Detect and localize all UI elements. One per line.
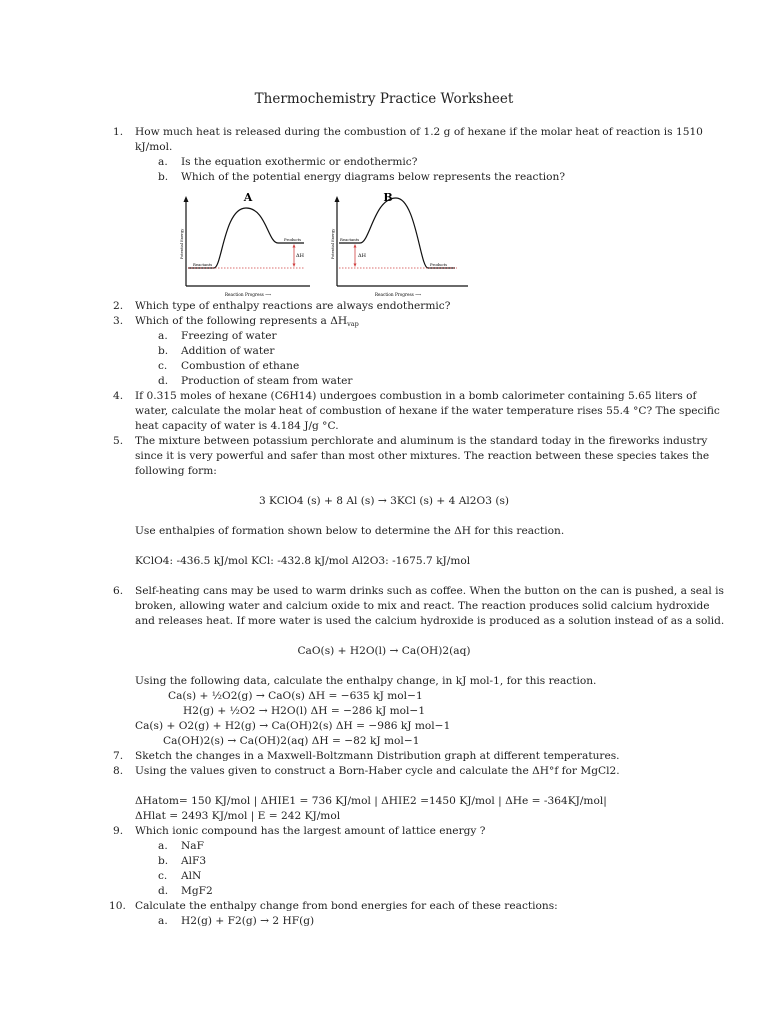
diagram-b-ylabel: Potential Energy: [331, 228, 335, 260]
q10-a-text: H2(g) + F2(g) → 2 HF(g): [181, 915, 315, 927]
q6-eq1: Ca(s) + ½O2(g) → CaO(s) ΔH = −635 kJ mol−1: [168, 690, 423, 702]
diagram-b-curve: [339, 198, 455, 268]
q4-line3: heat capacity of water is 4.184 J/g °C.: [135, 420, 339, 432]
q7-text: Sketch the changes in a Maxwell-Boltzmann Distribution graph at different temperatures.: [135, 750, 620, 762]
q3-text: Which of the following represents a $\Delta H_{vap}$: [135, 315, 359, 328]
diagram-a: [180, 191, 310, 286]
diagram-a-ylabel: Potential Energy: [180, 228, 184, 260]
q6-instruction: Using the following data, calculate the enthalpy change, in kJ mol-1, for this reaction.: [135, 675, 597, 687]
q2-number: 2.: [113, 300, 124, 312]
q5-number: 5.: [113, 435, 124, 447]
q7-number: 7.: [113, 750, 124, 762]
q9-a-label: a.: [158, 840, 168, 852]
diagram-b-label: B: [383, 191, 393, 204]
q1-a-text: Is the equation exothermic or endothermic?: [181, 156, 418, 168]
q4-line1: If 0.315 moles of hexane (C6H14) undergoes combustion in a bomb calorimeter containing 5.65 liters of: [135, 390, 697, 402]
diagram-b-products: Products: [430, 262, 448, 267]
q6-line1: Self-heating cans may be used to warm drinks such as coffee. When the button on the can is pushed, a seal is: [135, 585, 724, 597]
q6-line3: and releases heat. If more water is used the calcium hydroxide is produced as a solution instead of as a solid.: [135, 615, 725, 627]
q9-number: 9.: [113, 825, 124, 837]
q9-text: Which ionic compound has the largest amount of lattice energy ?: [135, 825, 486, 837]
diagram-b-reactants: Reactants: [340, 237, 360, 242]
q3-c-text: Combustion of ethane: [181, 360, 300, 372]
diagram-a-reactants: Reactants: [193, 262, 213, 267]
page-title: Thermochemistry Practice Worksheet: [254, 91, 514, 107]
diagram-a-y-arrow: [184, 196, 189, 202]
q6-number: 6.: [113, 585, 124, 597]
q9-d-label: d.: [158, 885, 169, 897]
q8-text: Using the values given to construct a Born-Haber cycle and calculate the ΔH°f for MgCl2.: [135, 765, 620, 777]
diagram-b: [331, 191, 468, 286]
q3-b-label: b.: [158, 345, 169, 357]
q3-d-text: Production of steam from water: [181, 375, 353, 387]
q9-c-label: c.: [158, 870, 168, 882]
q1-a-label: a.: [158, 156, 168, 168]
q5-instruction: Use enthalpies of formation shown below to determine the ΔH for this reaction.: [135, 525, 565, 537]
q9-b-text: AlF3: [181, 855, 207, 867]
q1-text-cont: kJ/mol.: [135, 141, 173, 153]
q6-line2: broken, allowing water and calcium oxide to mix and react. The reaction produces solid calcium hydroxide: [135, 600, 710, 612]
q3-number: 3.: [113, 315, 124, 327]
q5-line3: following form:: [135, 465, 217, 477]
diagram-a-products: Products: [284, 237, 302, 242]
q1-text: How much heat is released during the combustion of 1.2 g of hexane if the molar heat of reaction is 1510: [135, 126, 703, 138]
q3-d-label: d.: [158, 375, 169, 387]
q1-number: 1.: [113, 126, 124, 138]
q5-line2: since it is very powerful and safer than most other mixtures. The reaction between these species takes the: [135, 450, 710, 462]
q1-b-text: Which of the potential energy diagrams below represents the reaction?: [181, 171, 566, 183]
potential-energy-diagrams: [170, 186, 475, 300]
q10-number: 10.: [109, 900, 126, 912]
q9-d-text: MgF2: [181, 885, 213, 897]
q9-b-label: b.: [158, 855, 169, 867]
q3-a-label: a.: [158, 330, 168, 342]
q3-c-label: c.: [158, 360, 168, 372]
q6-eq4: Ca(OH)2(s) → Ca(OH)2(aq) ΔH = −82 kJ mol−1: [163, 735, 420, 747]
q2-text: Which type of enthalpy reactions are always endothermic?: [135, 300, 451, 312]
q10-a-label: a.: [158, 915, 168, 927]
q4-number: 4.: [113, 390, 124, 402]
q3-b-text: Addition of water: [181, 345, 275, 357]
q5-data: KClO4: -436.5 kJ/mol KCl: -432.8 kJ/mol Al2O3: -1675.7 kJ/mol: [135, 555, 471, 567]
diagram-a-label: A: [243, 191, 253, 204]
diagram-a-xlabel: Reaction Progress ⟶: [224, 292, 272, 297]
q10-text: Calculate the enthalpy change from bond energies for each of these reactions:: [135, 900, 558, 912]
q5-line1: The mixture between potassium perchlorate and aluminum is the standard today in the fireworks industry: [135, 435, 708, 447]
q6-eq2: H2(g) + ½O2 → H2O(l) ΔH = −286 kJ mol−1: [183, 705, 426, 717]
q5-equation: 3 KClO4 (s) + 8 Al (s) → 3KCl (s) + 4 Al2O3 (s): [258, 495, 510, 507]
q8-number: 8.: [113, 765, 124, 777]
diagram-b-dh: ΔH: [358, 253, 366, 259]
q3-a-text: Freezing of water: [181, 330, 277, 342]
diagram-b-xlabel: Reaction Progress ⟶: [374, 292, 422, 297]
q6-eq3: Ca(s) + O2(g) + H2(g) → Ca(OH)2(s) ΔH = −986 kJ mol−1: [135, 720, 451, 732]
q6-equation: CaO(s) + H2O(l) → Ca(OH)2(aq): [297, 645, 471, 657]
q1-b-label: b.: [158, 171, 169, 183]
q9-c-text: AlN: [181, 870, 202, 882]
q8-data2: ΔHlat = 2493 KJ/mol | E = 242 KJ/mol: [135, 810, 341, 822]
q9-a-text: NaF: [181, 840, 204, 852]
diagram-a-dh: ΔH: [296, 253, 304, 259]
diagram-b-y-arrow: [335, 196, 340, 202]
q8-data1: ΔHatom= 150 KJ/mol | ΔHIE1 = 736 KJ/mol | ΔHIE2 =1450 KJ/mol | ΔHe = -364KJ/mol|: [135, 795, 607, 807]
q4-line2: water, calculate the molar heat of combustion of hexane if the water temperature rises 55.4 °C? The specific: [135, 405, 720, 417]
